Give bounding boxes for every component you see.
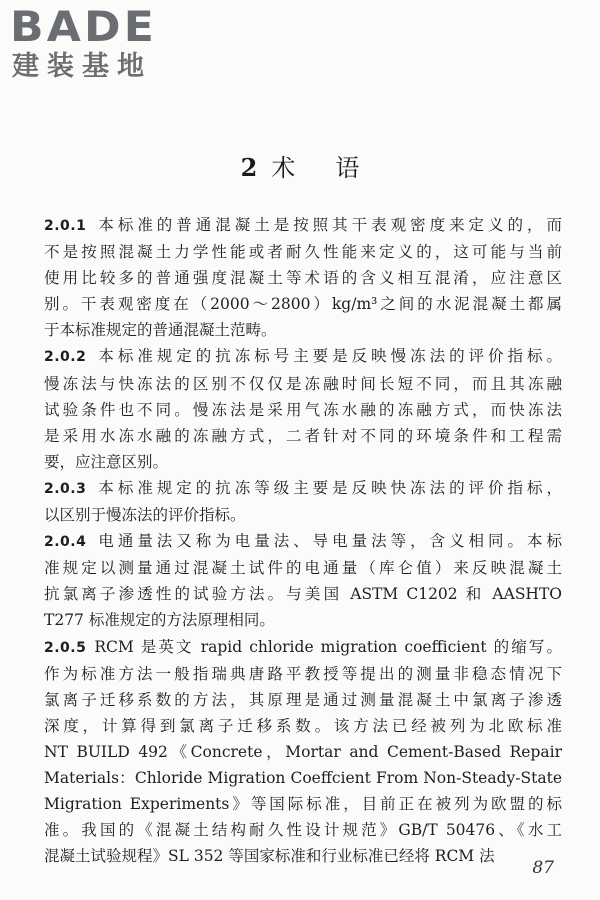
chapter-number: 2 — [240, 153, 258, 182]
clause-line — [44, 239, 562, 265]
clause-text: 于本标准规定的普通混凝土范畴。 — [44, 321, 277, 340]
clause-body — [44, 212, 562, 869]
clause-text: 使用比较多的普通强度混凝土等术语的含义相互混淆，应注意区 — [44, 269, 562, 288]
clause-line — [44, 581, 562, 607]
clause-line — [44, 502, 562, 528]
clause-line — [44, 475, 562, 502]
clause-line — [44, 265, 562, 291]
clause-text: 慢冻法与快冻法的区别不仅仅是冻融时间长短不同，而且其冻融 — [44, 374, 562, 393]
logo-wordmark: BADE — [10, 2, 158, 51]
clause-text: 本标准规定的抗冻标号主要是反映慢冻法的评价指标。 — [94, 347, 562, 366]
page-number: 87 — [532, 858, 554, 878]
clause-text: 混凝土试验规程》SL 352 等国家标准和行业标准已经将 RCM 法 — [44, 847, 495, 866]
clause-paragraph — [44, 634, 562, 870]
clause-line — [44, 843, 562, 869]
clause-text: 准。我国的《混凝土结构耐久性设计规范》GB/T 50476、《水工 — [44, 821, 562, 840]
clause-text: 本标准规定的抗冻等级主要是反映快冻法的评价指标， — [94, 478, 562, 497]
clause-line — [44, 555, 562, 581]
clause-text: T277 标准规定的方法原理相同。 — [44, 611, 275, 630]
clause-paragraph — [44, 212, 562, 343]
clause-number: 2.0.1 — [44, 218, 87, 234]
clause-text: 准规定以测量通过混凝土试件的电通量（库仑值）来反映混凝土 — [44, 559, 562, 578]
clause-paragraph — [44, 343, 562, 474]
clause-line — [44, 423, 562, 449]
clause-line — [44, 817, 562, 843]
clause-line — [44, 291, 562, 317]
clause-number: 2.0.3 — [44, 480, 87, 497]
clause-line — [44, 791, 562, 817]
clause-number: 2.0.2 — [44, 349, 87, 366]
clause-line — [44, 739, 562, 765]
clause-text: 不是按照混凝土力学性能或者耐久性能来定义的，这可能与当前 — [44, 243, 562, 262]
chapter-heading — [0, 154, 600, 182]
clause-text: 作为标准方法一般指瑞典唐路平教授等提出的测量非稳态情况下 — [44, 664, 562, 683]
chapter-title-part-2: 语 — [335, 154, 360, 182]
clause-line — [44, 317, 562, 343]
clause-number: 2.0.4 — [44, 534, 87, 551]
clause-text: 氯离子迁移系数的方法，其原理是通过测量混凝土中氯离子渗透 — [44, 690, 562, 709]
clause-line — [44, 528, 562, 555]
clause-text: 是采用水冻水融的冻融方式，二者针对不同的环境条件和工程需 — [44, 426, 562, 445]
clause-line — [44, 634, 562, 661]
clause-paragraph — [44, 475, 562, 528]
clause-number: 2.0.5 — [44, 639, 87, 656]
clause-text: 本标准的普通混凝土是按照其干表观密度来定义的，而 — [94, 216, 562, 234]
clause-text: NT BUILD 492《Concrete，Mortar and Cement-Based Repair — [44, 742, 562, 761]
clause-text: 深度，计算得到氯离子迁移系数。该方法已经被列为北欧标准 — [44, 716, 562, 735]
clause-text: 别。干表观密度在（2000～2800）kg/m³之间的水泥混凝土都属 — [44, 295, 562, 314]
clause-line — [44, 397, 562, 423]
clause-line — [44, 607, 562, 633]
publisher-logo — [10, 4, 180, 84]
clause-text: 要，应注意区别。 — [44, 452, 169, 471]
clause-line — [44, 687, 562, 713]
logo-subtitle: 建装基地 — [12, 51, 152, 82]
clause-line — [44, 212, 562, 239]
clause-line — [44, 765, 562, 791]
clause-line — [44, 343, 562, 370]
clause-text: 电通量法又称为电量法、导电量法等，含义相同。本标 — [94, 532, 562, 551]
clause-text: Migration Experiments》等国际标准，目前正在被列为欧盟的标 — [44, 795, 562, 814]
clause-text: 以区别于慢冻法的评价指标。 — [44, 506, 246, 525]
clause-text: 抗氯离子渗透性的试验方法。与美国 ASTM C1202 和 AASHTO — [44, 585, 562, 604]
clause-text: Materials：Chloride Migration Coeffcient From Non-Steady-State — [44, 768, 562, 787]
clause-paragraph — [44, 528, 562, 633]
clause-text: 试验条件也不同。慢冻法是采用气冻水融的冻融方式，而快冻法 — [44, 400, 562, 419]
clause-text: RCM 是英文 rapid chloride migration coefficient 的缩写。 — [94, 637, 562, 656]
clause-line — [44, 449, 562, 475]
clause-line — [44, 661, 562, 687]
chapter-title-part-1: 术 — [271, 154, 296, 182]
clause-line — [44, 371, 562, 397]
clause-line — [44, 713, 562, 739]
